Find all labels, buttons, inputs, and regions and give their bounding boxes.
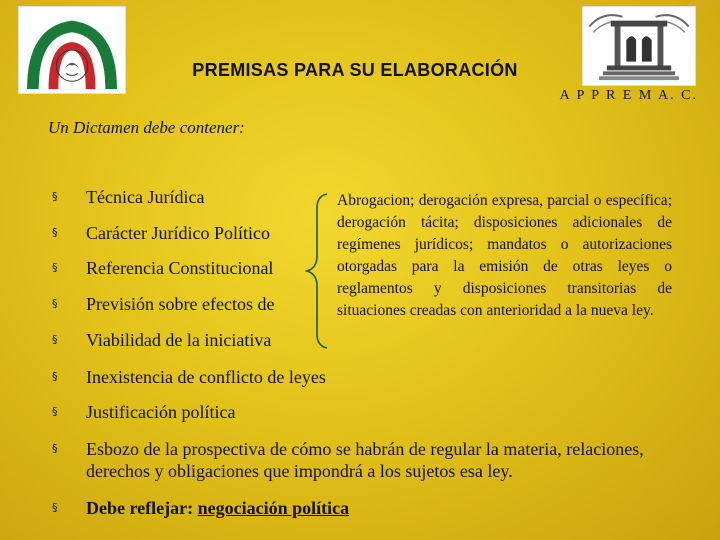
apprem-logo — [582, 6, 696, 86]
bullet-icon: § — [52, 370, 58, 383]
list-item-text: Justificación política — [86, 402, 236, 422]
page-title: PREMISAS PARA SU ELABORACIÓN — [192, 60, 518, 80]
list-item-text — [86, 497, 672, 519]
intro-text: Un Dictamen debe contener: — [48, 118, 245, 137]
left-brace-icon — [305, 192, 331, 350]
camara-diputados-logo — [18, 6, 126, 94]
list-item-text: Previsión sobre efectos de — [86, 294, 275, 314]
bullet-icon: § — [52, 226, 58, 239]
list-item — [52, 438, 672, 482]
bullet-icon: § — [52, 261, 58, 274]
list-item — [52, 366, 672, 388]
temple-emblem-icon — [583, 7, 695, 85]
bullet-icon: § — [52, 297, 58, 310]
list-item-text: Referencia Constitucional — [86, 258, 274, 278]
bullet-icon: § — [52, 190, 58, 203]
list-item-text: Viabilidad de la iniciativa — [86, 330, 272, 350]
eagle-seal-icon — [19, 7, 125, 93]
bullet-icon: § — [52, 442, 58, 455]
bullet-icon: § — [52, 501, 58, 514]
list-item-text: Carácter Jurídico Político — [86, 223, 270, 243]
list-item-text: Técnica Jurídica — [86, 187, 205, 207]
list-item — [52, 329, 672, 351]
list-item-text: Esbozo de la prospectiva de cómo se habrán de regular la materia, relaciones, derechos y obligaciones que impondrá a los sujetos esa ley. — [86, 439, 644, 481]
list-item-label: Debe reflejar: — [86, 498, 194, 518]
list-item-text: Inexistencia de conflicto de leyes — [86, 367, 326, 387]
organization-name: A P P R E M A. C. — [559, 88, 698, 103]
effects-description: Abrogacion; derogación expresa, parcial o específica; derogación tácita; disposiciones adicionales de regímenes jurídicos; mandatos o autorizaciones otorgadas para la emisión de otras leyes o reglamentos y disposiciones transitorias de situaciones creadas con anterioridad a la nueva ley. — [337, 192, 672, 319]
list-item — [52, 497, 672, 519]
bullet-icon: § — [52, 333, 58, 346]
list-item — [52, 401, 672, 423]
bullet-icon: § — [52, 405, 58, 418]
emphasis-text: negociación política — [197, 498, 350, 518]
